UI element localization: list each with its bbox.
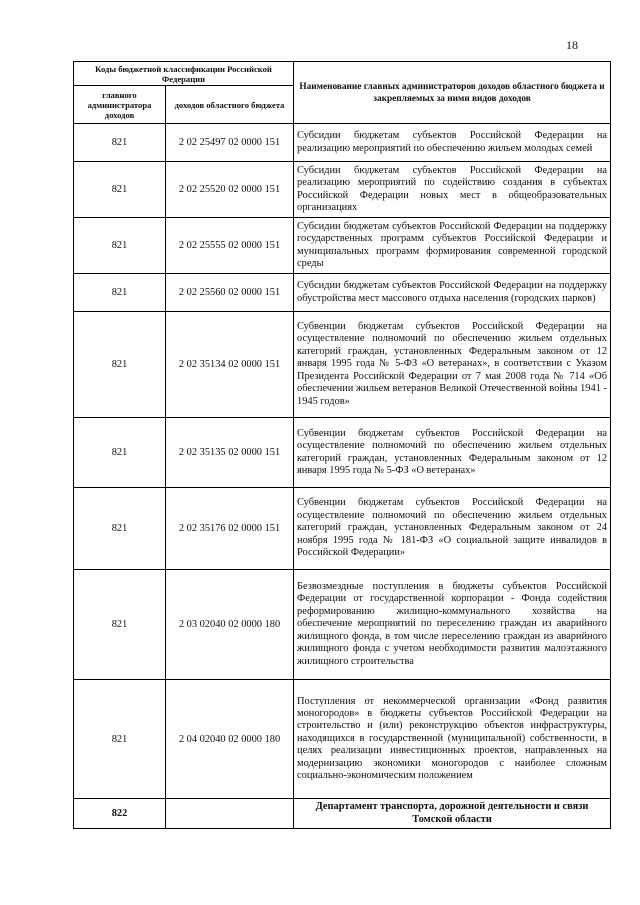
admin-code-cell: 821	[74, 124, 166, 162]
admin-code-cell: 821	[74, 418, 166, 488]
department-admin-code: 822	[74, 799, 166, 829]
admin-code-cell: 821	[74, 274, 166, 312]
header-group-label: Коды бюджетной классификации Российской Федерации	[74, 62, 294, 86]
income-code-cell: 2 02 35176 02 0000 151	[166, 488, 294, 570]
table-row	[74, 488, 611, 570]
table-row	[74, 570, 611, 680]
income-name-cell: Субсидии бюджетам субъектов Российской Федерации на поддержку государственных программ субъектов Российской Федерации и муниципальных программ формирования современной городской среды	[294, 218, 611, 274]
header-income-column: доходов областного бюджета	[166, 86, 294, 124]
department-name: Департамент транспорта, дорожной деятельности и связи Томской области	[294, 799, 611, 829]
income-name-cell: Субсидии бюджетам субъектов Российской Федерации на реализацию мероприятий по содействию создания в субъектах Российской Федерации новых мест в общеобразовательных организациях	[294, 162, 611, 218]
table-row	[74, 312, 611, 418]
admin-code-cell: 821	[74, 162, 166, 218]
income-code-cell: 2 03 02040 02 0000 180	[166, 570, 294, 680]
income-code-cell: 2 02 35134 02 0000 151	[166, 312, 294, 418]
income-name-cell: Субвенции бюджетам субъектов Российской Федерации на осуществление полномочий по обеспечению жильем отдельных категорий граждан, установленных Федеральным законом от 24 ноября 1995 года № 181-ФЗ «О социальной защите инвалидов в Российской Федерации»	[294, 488, 611, 570]
table-row	[74, 418, 611, 488]
income-name-cell: Субвенции бюджетам субъектов Российской Федерации на осуществление полномочий по обеспечению жильем отдельных категорий граждан, установленных Федеральным законом от 12 января 1995 года № 5-ФЗ «О ветеранах», в соответствии с Указом Президента Российской Федерации от 7 мая 2008 года № 714 «Об обеспечении жильем ветеранов Великой Отечественной войны 1941 - 1945 годов»	[294, 312, 611, 418]
table-body	[74, 124, 611, 829]
budget-codes-table	[73, 61, 611, 829]
income-code-cell: 2 02 35135 02 0000 151	[166, 418, 294, 488]
income-name-cell: Субсидии бюджетам субъектов Российской Федерации на реализацию мероприятий по обеспечению жильем молодых семей	[294, 124, 611, 162]
income-name-cell: Субвенции бюджетам субъектов Российской Федерации на осуществление полномочий по обеспечению жильем отдельных категорий граждан, установленных Федеральным законом от 12 января 1995 года № 5-ФЗ «О ветеранах»	[294, 418, 611, 488]
admin-code-cell: 821	[74, 488, 166, 570]
table-row	[74, 274, 611, 312]
department-income-code	[166, 799, 294, 829]
department-row	[74, 799, 611, 829]
income-code-cell: 2 02 25560 02 0000 151	[166, 274, 294, 312]
income-name-cell: Поступления от некоммерческой организации «Фонд развития моногородов» в бюджеты субъектов Российской Федерации на строительство и (или) реконструкцию объектов инфраструктуры, находящихся в государственной (муниципальной) собственности, в целях реализации инвестиционных проектов, направленных на модернизацию экономики моногородов с наиболее сложным социально-экономическим положением	[294, 680, 611, 799]
admin-code-cell: 821	[74, 570, 166, 680]
admin-code-cell: 821	[74, 218, 166, 274]
table-row	[74, 218, 611, 274]
admin-code-cell: 821	[74, 312, 166, 418]
header-admin-column: главного администратора доходов	[74, 86, 166, 124]
page-number: 18	[566, 38, 578, 52]
income-code-cell: 2 02 25555 02 0000 151	[166, 218, 294, 274]
table-row	[74, 162, 611, 218]
income-name-cell: Безвозмездные поступления в бюджеты субъектов Российской Федерации от государственной корпорации - Фонда содействия реформированию жилищно-коммунального хозяйства на обеспечение мероприятий по переселению граждан из аварийного жилищного фонда, в том числе переселению граждан из аварийного жилищного фонда с учетом необходимости развития малоэтажного жилищного строительства	[294, 570, 611, 680]
table-row	[74, 124, 611, 162]
table-row	[74, 680, 611, 799]
income-code-cell: 2 02 25497 02 0000 151	[166, 124, 294, 162]
admin-code-cell: 821	[74, 680, 166, 799]
income-name-cell: Субсидии бюджетам субъектов Российской Федерации на поддержку обустройства мест массового отдыха населения (городских парков)	[294, 274, 611, 312]
income-code-cell: 2 04 02040 02 0000 180	[166, 680, 294, 799]
income-code-cell: 2 02 25520 02 0000 151	[166, 162, 294, 218]
header-name-column: Наименование главных администраторов доходов областного бюджета и закрепляемых за ними видов доходов	[294, 62, 611, 124]
